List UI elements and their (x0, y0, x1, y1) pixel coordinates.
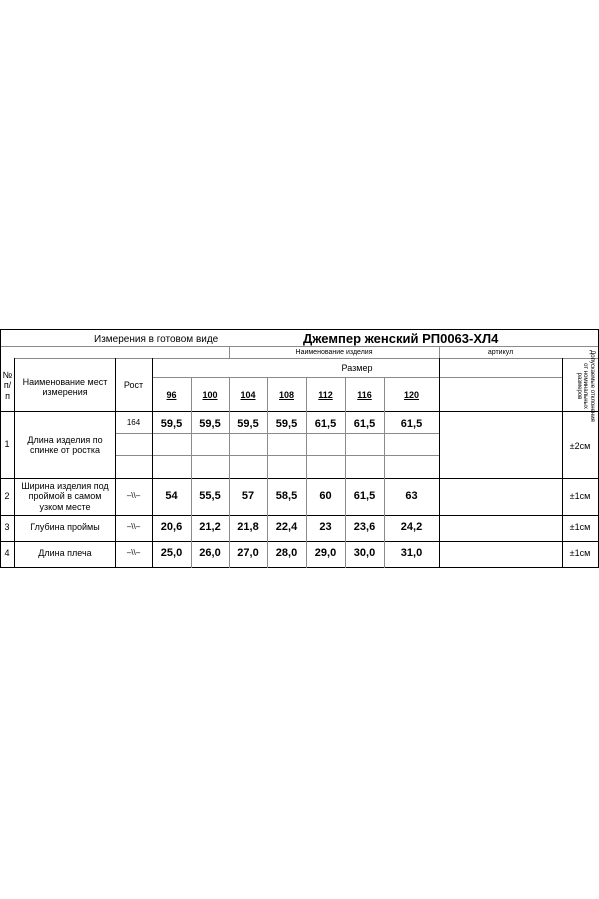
size-header: 104 (240, 390, 256, 400)
table-line (384, 377, 385, 568)
table-line (306, 377, 307, 568)
table-line (152, 377, 562, 378)
table-line (191, 377, 192, 568)
size-value: 21,2 (199, 521, 221, 533)
row-tolerance: ±1см (569, 491, 591, 501)
size-value: 55,5 (199, 490, 221, 502)
row-tolerance: ±2см (569, 441, 591, 451)
row-height: –\\– (126, 491, 141, 500)
table-line (345, 377, 346, 568)
table-line (115, 433, 440, 434)
row-height: 164 (126, 418, 141, 427)
column-size-header: Размер (341, 363, 373, 373)
row-number: 2 (4, 491, 10, 501)
table-border-bottom (0, 567, 599, 568)
article-label: артикул (487, 349, 514, 356)
size-value: 30,0 (353, 547, 376, 559)
size-header: 112 (318, 390, 333, 400)
size-value: 28,0 (275, 547, 298, 559)
table-line (0, 541, 599, 542)
product-title: Джемпер женский РП0063-ХЛ4 (303, 331, 499, 346)
size-header: 116 (357, 390, 372, 400)
size-value: 23,6 (353, 521, 376, 533)
size-header: 100 (202, 390, 218, 400)
table-line (0, 411, 599, 412)
column-height-header: Рост (123, 380, 144, 390)
size-value: 20,6 (160, 521, 183, 533)
size-value: 59,5 (160, 418, 183, 430)
size-value: 29,0 (314, 547, 337, 559)
column-number-header: № п/ п (2, 370, 13, 401)
size-value: 61,5 (400, 418, 423, 430)
table-line (562, 358, 563, 568)
table-line (0, 346, 599, 347)
row-height: –\\– (126, 548, 141, 557)
size-value: 61,5 (353, 490, 376, 502)
row-number: 4 (4, 548, 10, 558)
size-header: 120 (403, 390, 420, 400)
size-value: 22,4 (275, 521, 298, 533)
size-value: 59,5 (237, 418, 259, 430)
title-measurements: Измерения в готовом виде (94, 334, 219, 345)
size-value: 63 (405, 490, 418, 502)
size-value: 25,0 (160, 547, 183, 559)
size-value: 61,5 (314, 418, 337, 430)
table-line (439, 358, 440, 568)
row-measurement-name: Ширина изделия под проймой в самом узком месте (21, 481, 109, 512)
size-value: 21,8 (237, 521, 259, 533)
table-border-top (0, 329, 599, 330)
table-line (14, 358, 599, 359)
row-measurement-name: Длина изделия по спинке от ростка (27, 435, 103, 456)
size-header: 96 (166, 390, 177, 400)
size-value: 23 (319, 521, 332, 533)
row-tolerance: ±1см (569, 522, 591, 532)
column-name-header: Наименование мест измерения (22, 377, 108, 398)
product-name-label: Наименование изделия (295, 349, 373, 356)
table-line (0, 478, 599, 479)
column-tolerance-header: Допускаемые отклонения от номинальных размеров (575, 350, 595, 422)
row-number: 1 (4, 439, 10, 449)
size-value: 31,0 (400, 547, 423, 559)
size-header: 108 (278, 390, 295, 400)
size-value: 59,5 (275, 418, 298, 430)
size-value: 61,5 (353, 418, 376, 430)
row-height: –\\– (126, 522, 141, 531)
table-line (267, 377, 268, 568)
table-line (115, 455, 440, 456)
size-value: 58,5 (275, 490, 298, 502)
size-value: 60 (319, 490, 332, 502)
row-measurement-name: Глубина проймы (30, 522, 100, 532)
row-tolerance: ±1см (569, 548, 591, 558)
size-value: 59,5 (199, 418, 221, 430)
size-value: 24,2 (400, 521, 423, 533)
table-line (152, 358, 153, 568)
size-value: 27,0 (237, 547, 259, 559)
row-number: 3 (4, 522, 10, 532)
row-measurement-name: Длина плеча (38, 548, 92, 558)
size-value: 54 (165, 490, 178, 502)
size-value: 26,0 (199, 547, 221, 559)
table-line (0, 515, 599, 516)
table-line (229, 377, 230, 568)
size-value: 57 (241, 490, 255, 502)
